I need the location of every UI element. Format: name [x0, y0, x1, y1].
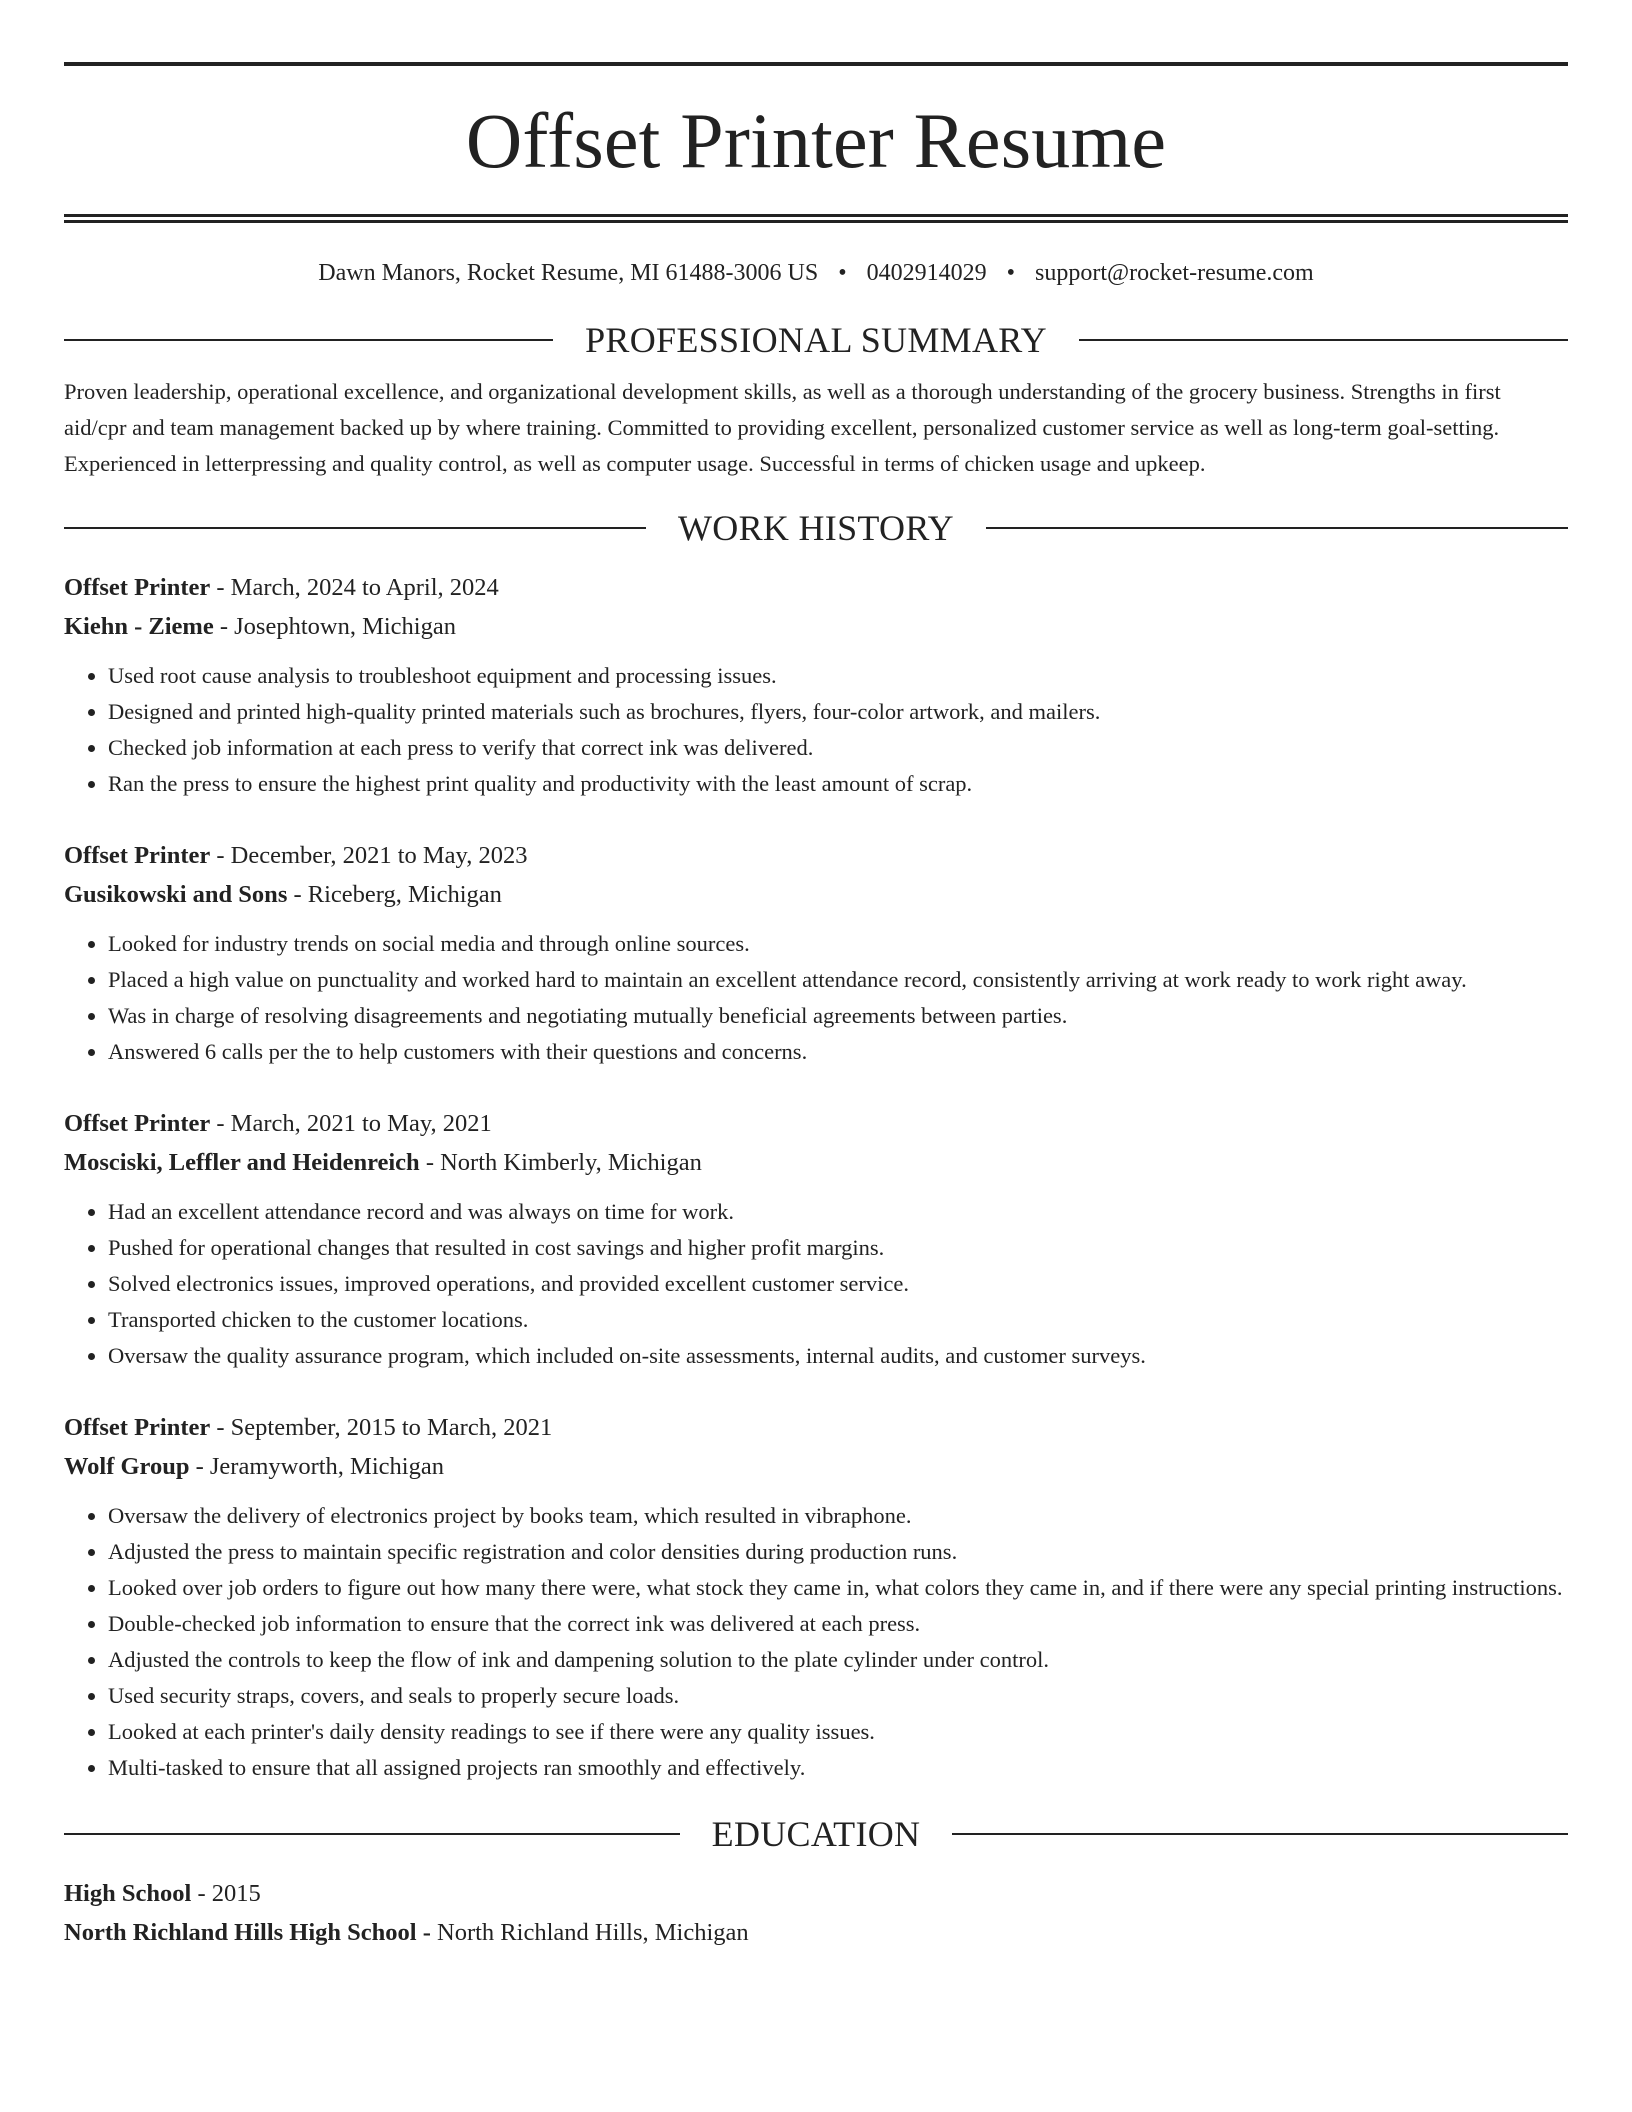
job-company-line — [64, 607, 1568, 646]
job-title-line — [64, 568, 1568, 607]
contact-separator: • — [838, 260, 847, 286]
work-section-heading — [64, 507, 1568, 548]
resume-title: Offset Printer Resume — [465, 97, 1167, 184]
heading-rule-right — [986, 527, 1568, 529]
contact-address: Dawn Manors, Rocket Resume, MI 61488-3006 US — [318, 260, 819, 286]
job-bullet-list — [64, 926, 1568, 1070]
summary-section-heading — [64, 319, 1568, 360]
job-bullet: • Multi-tasked to ensure that all assigned projects ran smoothly and effectively. — [108, 1750, 1568, 1786]
job-bullet-list — [64, 658, 1568, 802]
job-bullet: • Checked job information at each press to verify that correct ink was delivered. — [108, 730, 1568, 766]
education-location: North Richland Hills, Michigan — [437, 1918, 749, 1946]
job-bullet: • Had an excellent attendance record and was always on time for work. — [108, 1194, 1568, 1230]
job-title-line — [64, 1104, 1568, 1143]
job-bullet: • Answered 6 calls per the to help customers with their questions and concerns. — [108, 1034, 1568, 1070]
summary-heading-label: PROFESSIONAL SUMMARY — [585, 319, 1047, 360]
job-bullet-list — [64, 1194, 1568, 1374]
job-bullet: • Adjusted the press to maintain specific registration and color densities during production runs. — [108, 1534, 1568, 1570]
job-dates: - September, 2015 to March, 2021 — [216, 1413, 553, 1441]
education-degree-line — [64, 1874, 1568, 1913]
job-entry — [64, 568, 1568, 802]
job-dates: - March, 2024 to April, 2024 — [216, 573, 499, 601]
summary-text: Proven leadership, operational excellence, and organizational development skills, as well as a thorough understanding of the grocery business. Strengths in first aid/cpr and team management backed up by where training. Committed to providing excellent, personalized customer service as well as long-term goal-setting. Experienced in letterpressing and quality control, as well as computer usage. Successful in terms of chicken usage and upkeep. — [64, 378, 1501, 476]
job-company: Mosciski, Leffler and Heidenreich — [64, 1148, 420, 1176]
contact-separator: • — [1006, 260, 1016, 286]
job-company-line — [64, 1143, 1568, 1182]
education-section-heading — [64, 1813, 1568, 1854]
job-company: Wolf Group — [64, 1452, 190, 1480]
education-school-line — [64, 1913, 1568, 1952]
job-bullet: • Placed a high value on punctuality and worked hard to maintain an excellent attendance record, consistently arriving at work ready to work right away. — [108, 962, 1568, 998]
job-title: Offset Printer — [64, 841, 211, 869]
work-history-list — [64, 568, 1568, 1786]
job-bullet-list — [64, 1498, 1568, 1786]
job-bullet: • Looked over job orders to figure out how many there were, what stock they came in, what colors they came in, and if there were any special printing instructions. — [108, 1570, 1568, 1606]
job-location: - Josephtown, Michigan — [219, 612, 456, 640]
job-location: - Riceberg, Michigan — [293, 880, 502, 908]
job-bullet: • Pushed for operational changes that resulted in cost savings and higher profit margins. — [108, 1230, 1568, 1266]
job-bullet: • Used root cause analysis to troubleshoot equipment and processing issues. — [108, 658, 1568, 694]
contact-email: support@rocket-resume.com — [1035, 260, 1314, 286]
job-bullet: • Used security straps, covers, and seals to properly secure loads. — [108, 1678, 1568, 1714]
job-bullet: • Ran the press to ensure the highest print quality and productivity with the least amount of scrap. — [108, 766, 1568, 802]
job-bullet: • Adjusted the controls to keep the flow of ink and dampening solution to the plate cylinder under control. — [108, 1642, 1568, 1678]
job-dates: - December, 2021 to May, 2023 — [216, 841, 528, 869]
title-double-rule — [64, 214, 1568, 223]
job-bullet: • Was in charge of resolving disagreements and negotiating mutually beneficial agreements between parties. — [108, 998, 1568, 1034]
work-heading-label: WORK HISTORY — [678, 507, 954, 548]
job-bullet: • Double-checked job information to ensure that the correct ink was delivered at each press. — [108, 1606, 1568, 1642]
contact-line — [64, 259, 1568, 288]
top-rule — [64, 62, 1568, 66]
education-heading-label: EDUCATION — [711, 1813, 921, 1854]
job-title-line — [64, 1408, 1568, 1447]
job-company-line — [64, 1447, 1568, 1486]
heading-rule-left — [64, 1833, 680, 1835]
job-bullet: • Solved electronics issues, improved operations, and provided excellent customer service. — [108, 1266, 1568, 1302]
job-bullet: • Looked at each printer's daily density readings to see if there were any quality issues. — [108, 1714, 1568, 1750]
job-bullet: • Oversaw the delivery of electronics project by books team, which resulted in vibraphone. — [108, 1498, 1568, 1534]
job-title: Offset Printer — [64, 1413, 211, 1441]
contact-phone: 0402914029 — [866, 260, 987, 286]
heading-rule-left — [64, 527, 646, 529]
education-degree: High School — [64, 1879, 192, 1907]
job-bullet: • Looked for industry trends on social media and through online sources. — [108, 926, 1568, 962]
education-entry — [64, 1874, 1568, 1952]
job-bullet: • Designed and printed high-quality printed materials such as brochures, flyers, four-color artwork, and mailers. — [108, 694, 1568, 730]
job-company-line — [64, 875, 1568, 914]
job-title: Offset Printer — [64, 573, 211, 601]
job-company: Gusikowski and Sons — [64, 880, 288, 908]
job-entry — [64, 1408, 1568, 1786]
education-school: North Richland Hills High School - — [64, 1918, 431, 1946]
job-dates: - March, 2021 to May, 2021 — [216, 1109, 492, 1137]
job-title-line — [64, 836, 1568, 875]
education-year: - 2015 — [197, 1879, 261, 1907]
heading-rule-left — [64, 339, 553, 341]
job-location: - Jeramyworth, Michigan — [195, 1452, 444, 1480]
heading-rule-right — [952, 1833, 1568, 1835]
job-title: Offset Printer — [64, 1109, 211, 1137]
job-bullet: • Transported chicken to the customer locations. — [108, 1302, 1568, 1338]
job-location: - North Kimberly, Michigan — [425, 1148, 702, 1176]
job-entry — [64, 1104, 1568, 1374]
job-entry — [64, 836, 1568, 1070]
heading-rule-right — [1079, 339, 1568, 341]
job-bullet: • Oversaw the quality assurance program, which included on-site assessments, internal audits, and customer surveys. — [108, 1338, 1568, 1374]
job-company: Kiehn - Zieme — [64, 612, 214, 640]
